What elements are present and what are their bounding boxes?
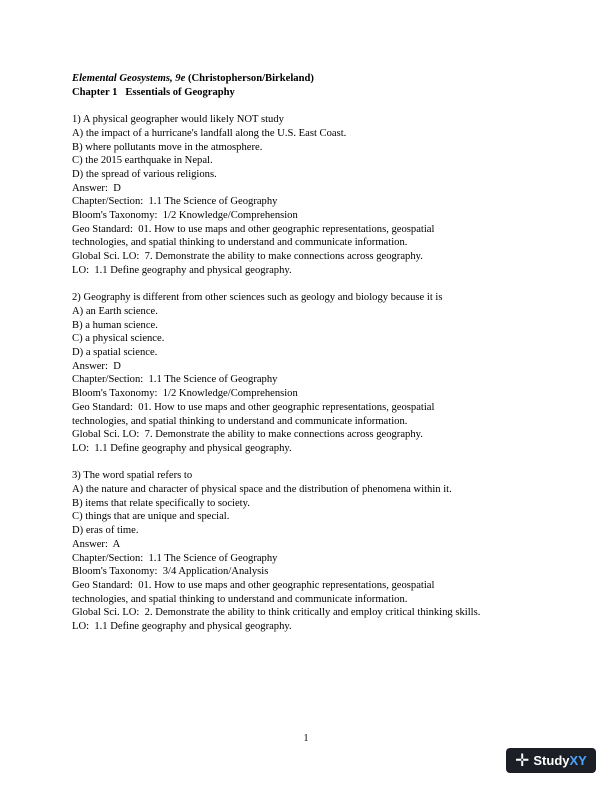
document-page: [72, 72, 552, 634]
global-sci-lo: Global Sci. LO: 2. Demonstrate the ability to think critically and employ critical thinking skills.: [72, 607, 481, 619]
book-title: Elemental Geosystems, 9e: [72, 73, 186, 84]
geo-standard-line-2: technologies, and spatial thinking to understand and communicate information.: [72, 593, 408, 605]
learning-objective: LO: 1.1 Define geography and physical geography.: [72, 442, 292, 454]
option-d: D) a spatial science.: [72, 347, 158, 359]
chapter-section: Chapter/Section: 1.1 The Science of Geography: [72, 196, 278, 208]
learning-objective: LO: 1.1 Define geography and physical geography.: [72, 621, 292, 633]
book-title-line: [72, 72, 552, 86]
studyxy-badge[interactable]: [506, 748, 596, 773]
option-c: C) things that are unique and special.: [72, 511, 230, 523]
option-a: A) the impact of a hurricane's landfall along the U.S. East Coast.: [72, 127, 347, 139]
option-c: C) a physical science.: [72, 333, 165, 345]
geo-standard-line-1: Geo Standard: 01. How to use maps and other geographic representations, geospatial: [72, 401, 435, 413]
question-3: [72, 469, 552, 633]
geo-standard-line-2: technologies, and spatial thinking to understand and communicate information.: [72, 237, 408, 249]
blooms-taxonomy: Bloom's Taxonomy: 3/4 Application/Analysis: [72, 566, 269, 578]
book-authors: (Christopherson/Birkeland): [187, 73, 314, 84]
question-stem: 3) The word spatial refers to: [72, 470, 193, 482]
learning-objective: LO: 1.1 Define geography and physical geography.: [72, 264, 292, 276]
question-stem: 1) A physical geographer would likely NOT study: [72, 114, 284, 126]
option-d: D) the spread of various religions.: [72, 168, 217, 180]
geo-standard-line-1: Geo Standard: 01. How to use maps and other geographic representations, geospatial: [72, 579, 435, 591]
global-sci-lo: Global Sci. LO: 7. Demonstrate the ability to make connections across geography.: [72, 251, 423, 263]
blooms-taxonomy: Bloom's Taxonomy: 1/2 Knowledge/Comprehension: [72, 388, 298, 400]
page-number: 1: [303, 733, 309, 744]
answer: Answer: A: [72, 538, 121, 550]
question-2: [72, 291, 552, 455]
question-stem: 2) Geography is different from other sciences such as geology and biology because it is: [72, 292, 443, 304]
chapter-section: Chapter/Section: 1.1 The Science of Geography: [72, 552, 278, 564]
badge-study-text: Study: [533, 753, 570, 768]
option-a: A) the nature and character of physical space and the distribution of phenomena within it.: [72, 484, 452, 496]
geo-standard-line-1: Geo Standard: 01. How to use maps and other geographic representations, geospatial: [72, 223, 435, 235]
option-b: B) where pollutants move in the atmosphere.: [72, 141, 263, 153]
option-b: B) a human science.: [72, 319, 158, 331]
badge-xy-text: XY: [569, 753, 587, 768]
option-a: A) an Earth science.: [72, 305, 158, 317]
blooms-taxonomy: Bloom's Taxonomy: 1/2 Knowledge/Comprehension: [72, 210, 298, 222]
answer: Answer: D: [72, 360, 121, 372]
chapter-title: Chapter 1 Essentials of Geography: [72, 86, 235, 98]
option-b: B) items that relate specifically to society.: [72, 497, 250, 509]
answer: Answer: D: [72, 182, 121, 194]
plus-icon: ✛: [515, 751, 530, 770]
option-c: C) the 2015 earthquake in Nepal.: [72, 155, 213, 167]
geo-standard-line-2: technologies, and spatial thinking to understand and communicate information.: [72, 415, 408, 427]
question-1: [72, 113, 552, 277]
option-d: D) eras of time.: [72, 525, 139, 537]
chapter-section: Chapter/Section: 1.1 The Science of Geography: [72, 374, 278, 386]
global-sci-lo: Global Sci. LO: 7. Demonstrate the ability to make connections across geography.: [72, 429, 423, 441]
